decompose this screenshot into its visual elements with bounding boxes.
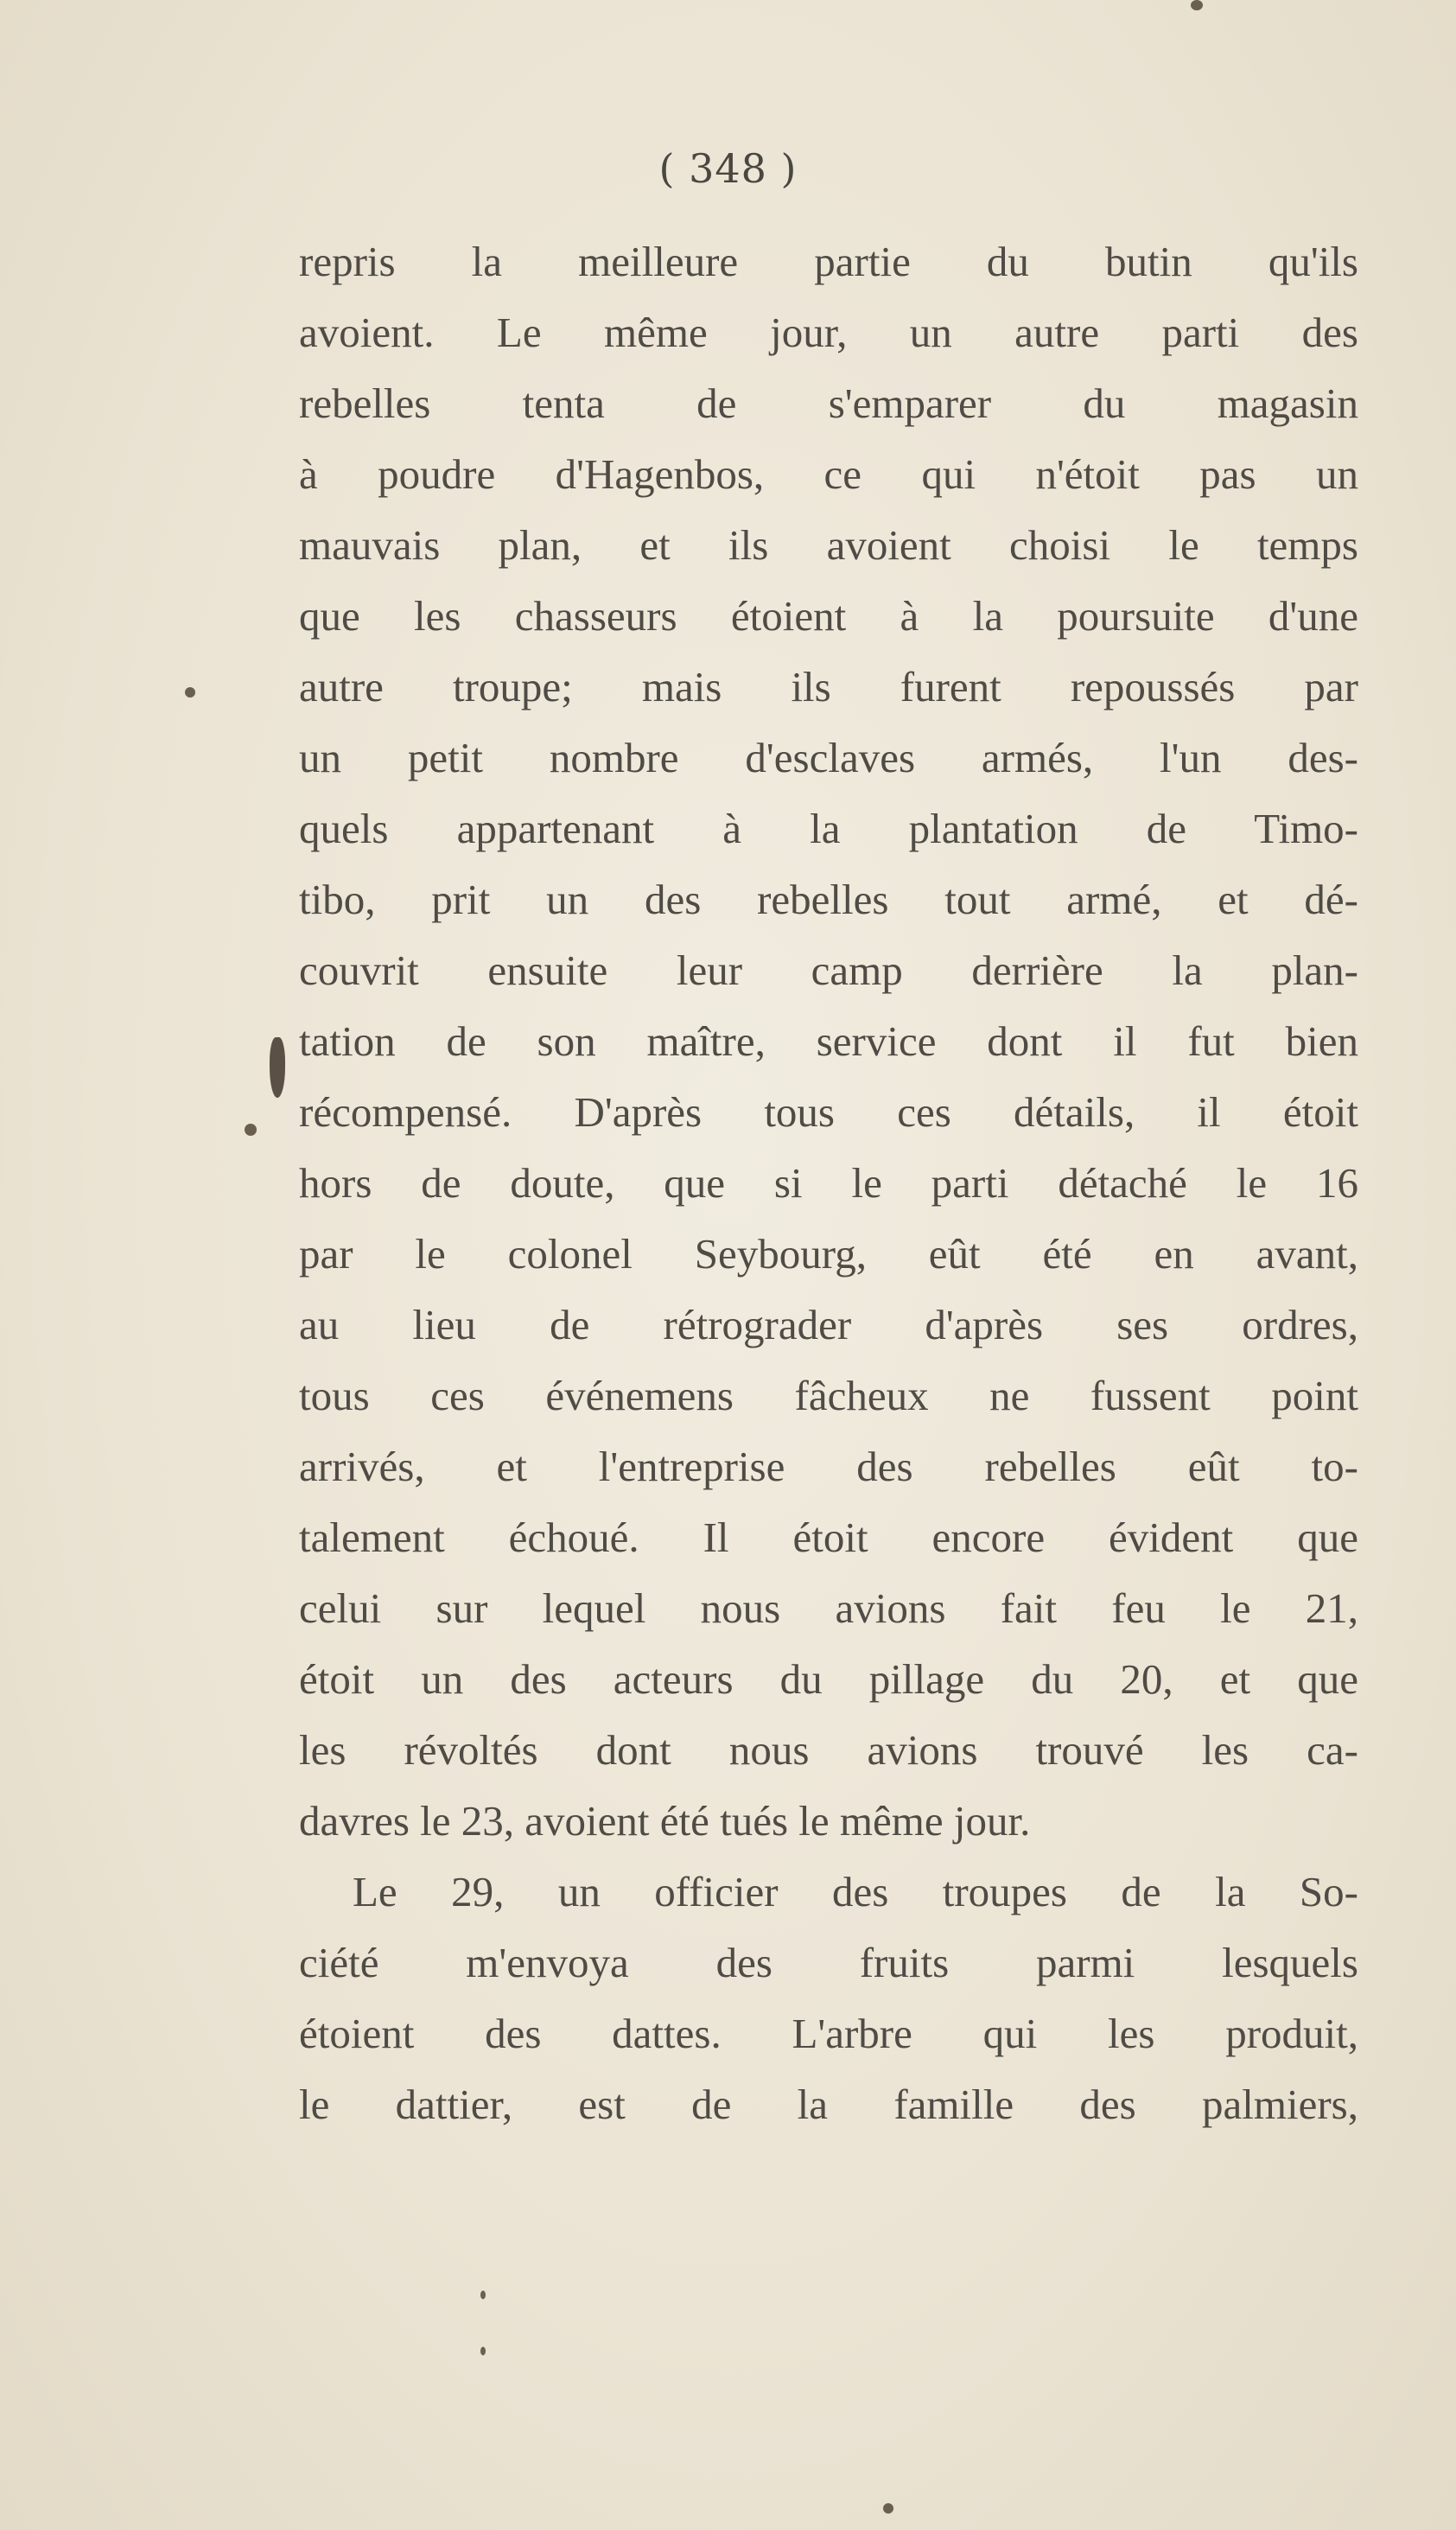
text-line: étoient des dattes. L'arbre qui les produit,	[299, 2010, 1358, 2057]
text-line: couvrit ensuite leur camp derrière la plan-	[299, 946, 1358, 994]
text-line: davres le 23, avoient été tués le même jour.	[299, 1797, 1031, 1845]
text-line: rebelles tenta de s'emparer du magasin	[299, 379, 1358, 427]
text-line: par le colonel Seybourg, eût été en avant,	[299, 1230, 1358, 1278]
text-line: celui sur lequel nous avions fait feu le 21,	[299, 1584, 1358, 1632]
text-line: au lieu de rétrograder d'après ses ordres,	[299, 1301, 1358, 1348]
text-line: tous ces événemens fâcheux ne fussent point	[299, 1372, 1358, 1419]
text-line: un petit nombre d'esclaves armés, l'un des-	[299, 734, 1358, 781]
ink-speck	[883, 2503, 893, 2514]
text-line: repris la meilleure partie du butin qu'ils	[299, 238, 1358, 285]
text-line: tibo, prit un des rebelles tout armé, et dé-	[299, 876, 1358, 923]
text-line: mauvais plan, et ils avoient choisi le temps	[299, 521, 1358, 569]
text-line: récompensé. D'après tous ces détails, il étoit	[299, 1088, 1358, 1136]
text-line: avoient. Le même jour, un autre parti des	[299, 309, 1358, 356]
text-line: arrivés, et l'entreprise des rebelles eût to-	[299, 1443, 1358, 1490]
ink-speck	[480, 2291, 486, 2299]
text-line: le dattier, est de la famille des palmiers,	[299, 2081, 1358, 2128]
page-number: ( 348 )	[658, 145, 798, 192]
text-line: les révoltés dont nous avions trouvé les ca-	[299, 1726, 1358, 1774]
text-line: autre troupe; mais ils furent repoussés par	[299, 663, 1358, 711]
text-line: tation de son maître, service dont il fut bien	[299, 1017, 1358, 1065]
text-line: quels appartenant à la plantation de Timo-	[299, 805, 1358, 852]
ink-speck	[245, 1124, 257, 1136]
text-line: talement échoué. Il étoit encore évident que	[299, 1514, 1358, 1561]
ink-speck	[185, 687, 195, 698]
body-text	[299, 226, 1358, 2140]
text-line: Le 29, un officier des troupes de la So-	[353, 1868, 1358, 1915]
ink-mark	[270, 1037, 285, 1098]
text-line: ciété m'envoya des fruits parmi lesquels	[299, 1939, 1358, 1986]
text-line: que les chasseurs étoient à la poursuite d'une	[299, 592, 1358, 640]
text-line: étoit un des acteurs du pillage du 20, et que	[299, 1655, 1358, 1703]
text-line: hors de doute, que si le parti détaché le 16	[299, 1159, 1358, 1207]
ink-speck	[1191, 0, 1203, 10]
text-line: à poudre d'Hagenbos, ce qui n'étoit pas un	[299, 450, 1358, 498]
ink-speck	[480, 2347, 486, 2355]
